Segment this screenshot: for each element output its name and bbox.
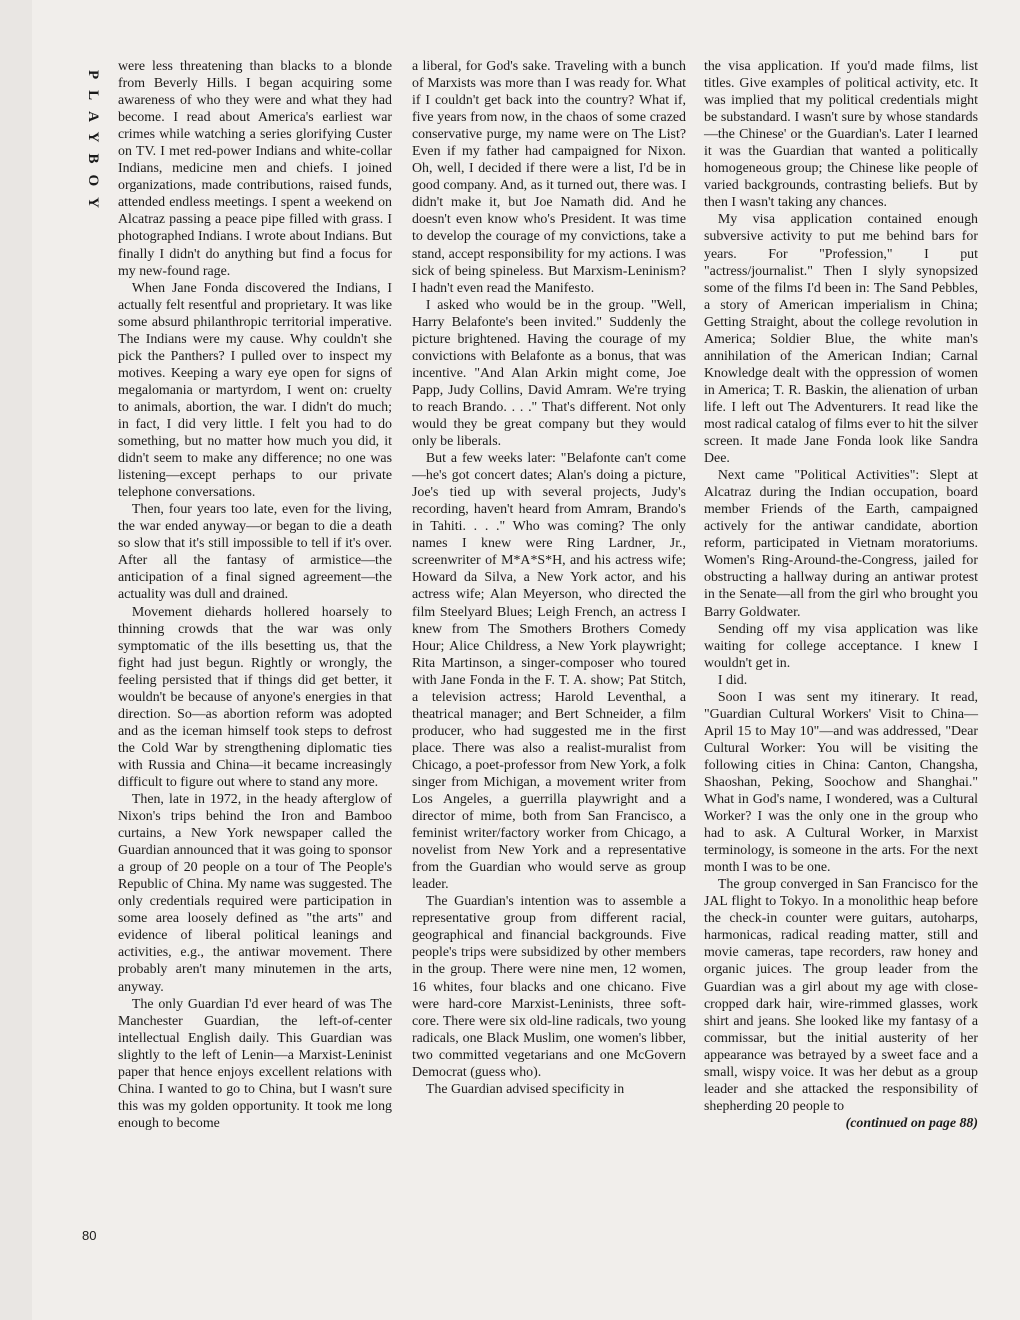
paragraph: I did.	[717, 672, 748, 688]
paragraph: When Jane Fonda discovered the Indians, I actually felt resentful and proprietary. It was like some absurd philanthropic territorial imperative. The Indians were my cause. Why couldn't she pick the Panthers? I pulled over to inspect my motives. Keeping a wary eye open for signs of megalomania or martyrdom, I went on: cruelty to animals, abortion, the war. I didn't do much; in fact, I did very little. I felt you had to do something, but no matter how much you did, it didn't seem to make any difference; no one was listening—except perhaps to our private telephone conversations.	[118, 280, 392, 501]
text-column-1	[118, 58, 392, 1132]
paragraph: were less threatening than blacks to a blonde from Beverly Hills. I began acquiring some awareness of who they were and what they had become. I read about America's earliest war crimes while watching a series glorifying Custer on TV. I met red-power Indians and white-collar Indians, medicine men and chiefs. I joined organizations, made contributions, raised funds, attended endless meetings. I spent a weekend on Alcatraz passing a peace pipe filled with grass. I photographed Indians. I wrote about Indians. But finally I didn't do anything but find a focus for my new-found rage.	[118, 59, 392, 279]
text-column-3	[704, 58, 978, 1132]
paragraph: The Guardian advised specificity in	[425, 1081, 625, 1097]
paragraph: But a few weeks later: "Belafonte can't come—he's got concert dates; Alan's doing a picture, Joe's tied up with several projects, Judy's recording, haven't heard from Amram, Brando's in Tahiti. . . ." Who was coming? The only names I knew were Ring Lardner, Jr., screenwriter of M*A*S*H, and his actress wife; Howard da Silva, a New York actor, and his actress wife; Alan Meyerson, who directed the film Steelyard Blues; Leigh French, an actress I knew from The Smothers Brothers Comedy Hour; Alice Childress, a New York playwright; Rita Martinson, a singer-composer who toured with Jane Fonda in the F. T. A. show; Pat Stitch, a television actress; Harold Leventhal, a theatrical manager; and Bert Schneider, a film producer, who had suggested me in the first place. There was also a realist-muralist from Chicago, a poet-professor from New York, a folk singer from Michigan, a movement writer from Los Angeles, a guerrilla playwright and a director of mime, both from San Francisco, a feminist writer/factory worker from Chicago, a novelist from New York and a representative from the Guardian who would serve as group leader.	[412, 451, 686, 893]
continuation-note: (continued on page 88)	[845, 1115, 978, 1131]
paragraph: the visa application. If you'd made films, list titles. Give examples of political activity, etc. It was implied that my political credentials might be substandard. I wasn't sure by whose standards—the Chinese' or the Guardian's. Later I learned it was the Guardian that wanted a politically homogeneous group; the Chinese like people of varied backgrounds, contrasting beliefs. But by then I wasn't taking any chances.	[704, 59, 978, 211]
text-column-2	[412, 58, 686, 1098]
paragraph: The only Guardian I'd ever heard of was The Manchester Guardian, the left-of-center intellectual English daily. This Guardian was slightly to the left of Lenin—a Marxist-Leninist paper that hence enjoys excellent relations with China. I wanted to go to China, but I wasn't sure this was my golden opportunity. It took me long enough to become	[118, 996, 392, 1131]
masthead	[82, 54, 102, 234]
paragraph: Then, four years too late, even for the living, the war ended anyway—or began to die a death so slow that it's still impossible to tell if it's over. After all the fantasy of armistice—the anticipation of a final signed agreement—the actuality was dull and drained.	[118, 502, 392, 603]
paragraph: My visa application contained enough subversive activity to put me behind bars for years. For "Profession," I put "actress/journalist." Then I slyly synopsized some of the films I'd been in: The Sand Pebbles, a story of American imperialism in China; Getting Straight, about the college revolution in America; Soldier Blue, the white man's annihilation of the American Indian; Carnal Knowledge dealt with the oppression of women in America; T. R. Baskin, the alienation of urban life. I left out The Adventurers. It read like the most radical catalog of films ever to hit the silver screen. It made Jane Fonda look like Sandra Dee.	[704, 212, 978, 467]
paragraph: a liberal, for God's sake. Traveling with a bunch of Marxists was more than I was ready for. What if I couldn't get back into the country? What if, five years from now, in the chaos of some crazed conservative purge, my name were on The List? Even if my father had campaigned for Nixon. Oh, well, I decided if there were a list, I'd be in good company. And, as it turned out, there was. I didn't make it, but Joe Namath did. And he doesn't even know who's President. It was time to develop the courage of my convictions, take a stand, accept responsibility for my actions. I was sick of being spineless. But Marxism-Leninism? I hadn't even read the Manifesto.	[412, 59, 686, 296]
paragraph: Next came "Political Activities": Slept at Alcatraz during the Indian occupation, board member Friends of the Earth, campaigned actively for the antiwar candidate, abortion reform, participated in Vietnam moratoriums. Women's Ring-Around-the-Congress, jailed for obstructing a hallway during an antiwar protest in the Senate—all from the girl who brought you Barry Goldwater.	[704, 468, 978, 620]
paragraph: The Guardian's intention was to assemble a representative group from different racial, geographical and financial backgrounds. Five people's trips were subsidized by other members in the group. There were nine men, 12 women, 16 whites, four blacks and one chicano. Five were hard-core Marxist-Leninists, three soft-core. There were six old-line radicals, two young radicals, one Black Muslim, one women's libber, two committed vegetarians and one McGovern Democrat (guess who).	[412, 894, 686, 1080]
paragraph: I asked who would be in the group. "Well, Harry Belafonte's been invited." Suddenly the picture brightened. Having the courage of my convictions with Belafonte as a bonus, that was incentive. "And Alan Arkin might come, Joe Papp, Judy Collins, David Amram. We're trying to reach Brando. . . ." That's different. Not only would they be great company but they would only be liberals.	[412, 297, 686, 450]
paragraph: The group converged in San Francisco for the JAL flight to Tokyo. In a monolithic heap before the check-in counter were guitars, autoharps, harmonicas, radical reading matter, still and movie cameras, tape recorders, raw honey and organic juices. The group leader from the Guardian was a girl about my age with close-cropped dark hair, wire-rimmed glasses, work shirt and jeans. She looked like my fantasy of a commissar, but the initial austerity of her appearance was betrayed by a sweet face and a small, wispy voice. It was her debut as a group leader and she attacked the responsibility of shepherding 20 people to	[704, 877, 978, 1114]
masthead-text: PLAYBOY	[84, 69, 101, 219]
page-number: 80	[82, 1228, 97, 1243]
paragraph: Soon I was sent my itinerary. It read, "Guardian Cultural Workers' Visit to China—April 15 to May 10"—and was addressed, "Dear Cultural Worker: You will be visiting the following cities in China: Canton, Changsha, Shaoshan, Peking, Soochow and Shanghai." What in God's name, I wondered, was a Cultural Worker? I was the only one in the group who had to ask. A Cultural Worker, in Marxist terminology, is someone in the arts. For the next month I was to be one.	[704, 689, 978, 876]
paragraph: Then, late in 1972, in the heady afterglow of Nixon's trips behind the Iron and Bamboo curtains, a New York newspaper called the Guardian announced that it was going to sponsor a group of 20 people on a tour of The People's Republic of China. My name was suggested. The only credentials required were participation in some area loosely defined as "the arts" and evidence of liberal political leanings and activities, e.g., the antiwar movement. There probably aren't many minutemen in the arts, anyway.	[118, 792, 392, 995]
paragraph: Sending off my visa application was like waiting for college acceptance. I knew I wouldn't get in.	[704, 621, 978, 671]
paragraph: Movement diehards hollered hoarsely to thinning crowds that the war was only symptomatic of the ills besetting us, that the fight had just begun. Rightly or wrongly, the feeling persisted that if things did get better, it wouldn't be because of anyone's energies in that direction. So—as abortion reform was adopted and as the iceman himself took steps to defrost the Cold War by strengthening diplomatic ties with Russia and China—it became increasingly difficult to figure out where to stand any more.	[118, 604, 392, 790]
